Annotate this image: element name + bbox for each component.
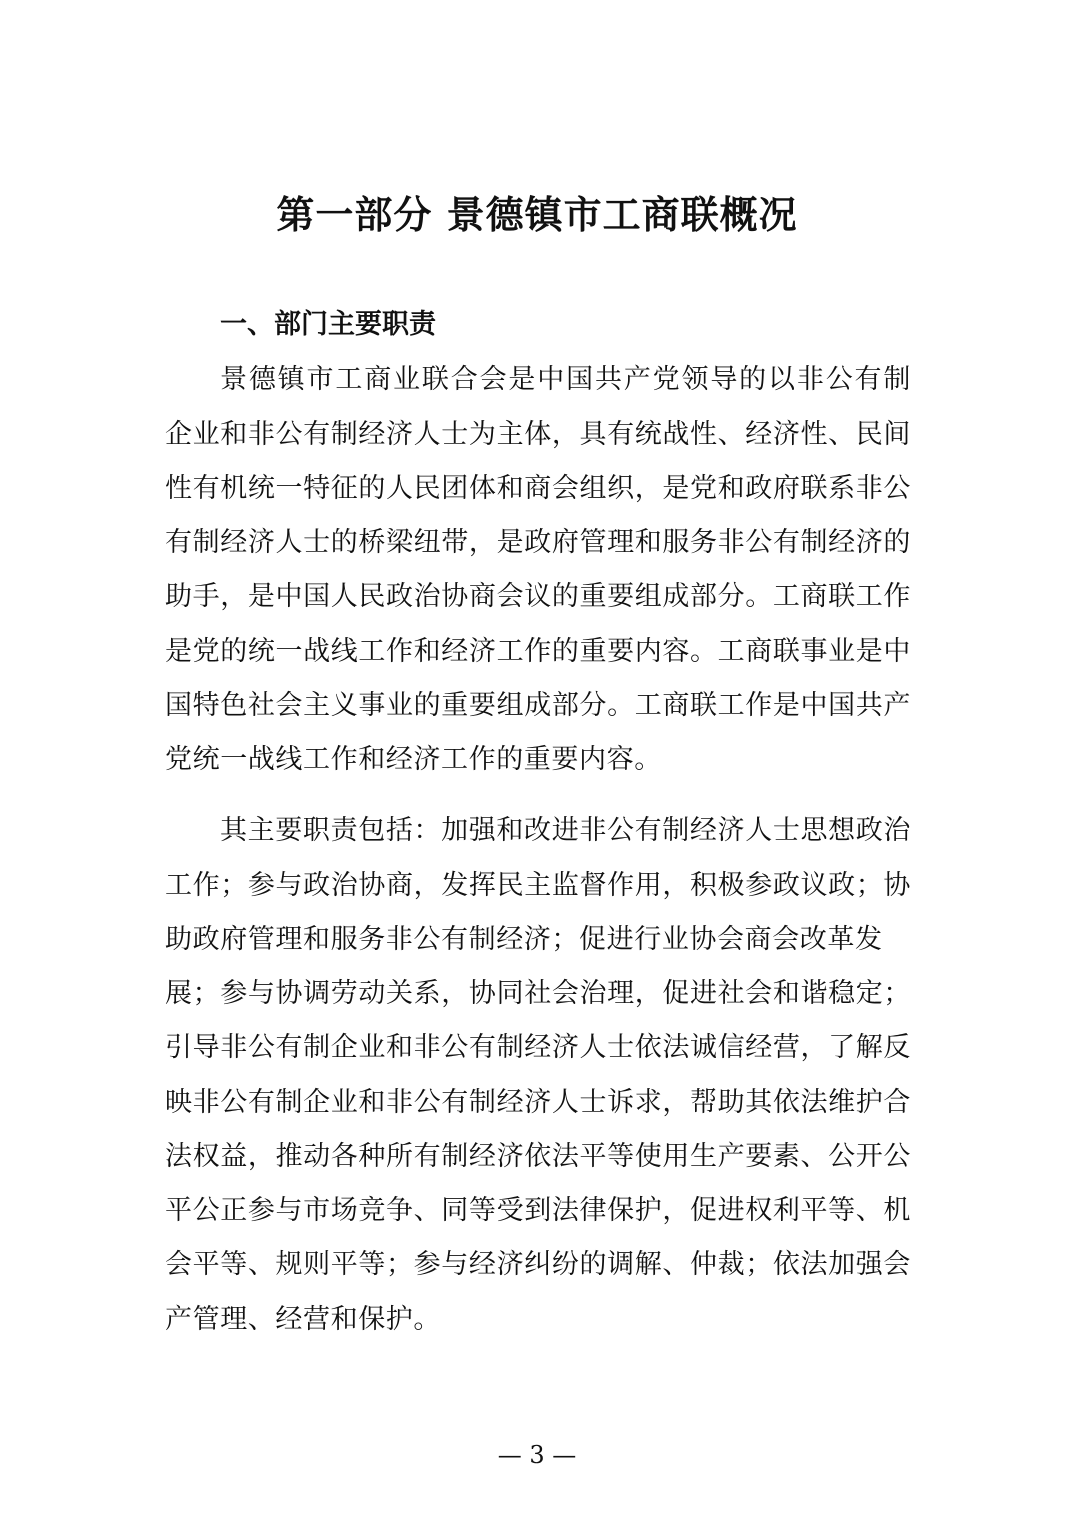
text-line: 工作；参与政治协商，发挥民主监督作用，积极参政议政；协: [165, 870, 911, 901]
text-line: 党统一战线工作和经济工作的重要内容。: [165, 744, 662, 775]
text-line: 其主要职责包括：加强和改进非公有制经济人士思想政治: [220, 815, 911, 846]
text-line: 企业和非公有制经济人士为主体，具有统战性、经济性、民间: [165, 419, 911, 450]
text-line: 映非公有制企业和非公有制经济人士诉求，帮助其依法维护合: [165, 1087, 911, 1118]
text-line: 助政府管理和服务非公有制经济；促进行业协会商会改革发: [165, 924, 883, 955]
text-line: 平公正参与市场竞争、同等受到法律保护，促进权利平等、机: [165, 1195, 911, 1226]
text-line: 会平等、规则平等；参与经济纠纷的调解、仲裁；依法加强会: [165, 1249, 911, 1280]
text-line: 引导非公有制企业和非公有制经济人士依法诚信经营，了解反: [165, 1032, 911, 1063]
text-line: 法权益，推动各种所有制经济依法平等使用生产要素、公开公: [165, 1141, 911, 1172]
text-line: 景德镇市工商业联合会是中国共产党领导的以非公有制: [220, 364, 911, 395]
text-line: 国特色社会主义事业的重要组成部分。工商联工作是中国共产: [165, 690, 911, 721]
text-line: 是党的统一战线工作和经济工作的重要内容。工商联事业是中: [165, 636, 911, 667]
page-title: 第一部分 景德镇市工商联概况: [276, 192, 798, 237]
text-line: 助手，是中国人民政治协商会议的重要组成部分。工商联工作: [165, 581, 911, 612]
page-number: — 3 —: [497, 1441, 577, 1469]
section-heading: 一、部门主要职责: [220, 309, 436, 340]
text-line: 性有机统一特征的人民团体和商会组织，是党和政府联系非公: [165, 473, 911, 504]
text-line: 产管理、经营和保护。: [165, 1304, 441, 1335]
text-line: 有制经济人士的桥梁纽带，是政府管理和服务非公有制经济的: [165, 527, 911, 558]
text-line: 展；参与协调劳动关系，协同社会治理，促进社会和谐稳定；: [165, 978, 911, 1009]
